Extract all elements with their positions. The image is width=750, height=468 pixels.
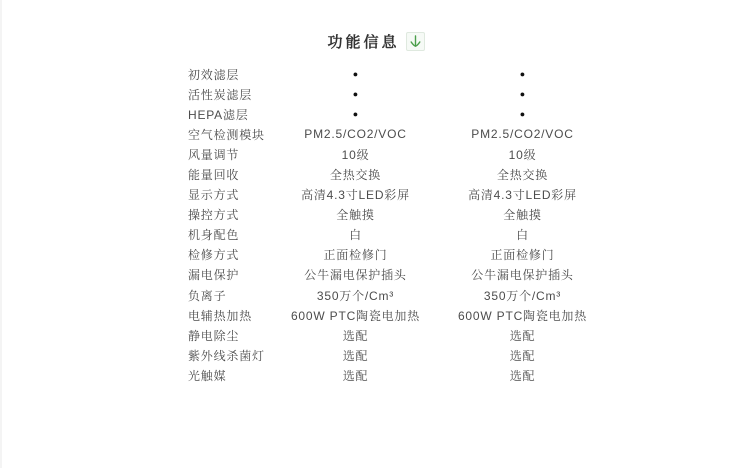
row-label: 紫外线杀菌灯 bbox=[188, 348, 265, 363]
collapse-section-button[interactable] bbox=[406, 32, 425, 51]
table-row bbox=[2, 144, 750, 164]
row-value-col1: 白 bbox=[349, 228, 362, 243]
table-row bbox=[2, 345, 750, 365]
row-value-col2: 选配 bbox=[509, 348, 536, 363]
row-value-col1: ● bbox=[352, 89, 359, 100]
row-value-col2: ● bbox=[519, 89, 526, 100]
table-row bbox=[2, 305, 750, 325]
row-label: 风量调节 bbox=[188, 147, 240, 162]
row-value-col1: 350万个/Cm³ bbox=[316, 288, 395, 303]
row-label: 活性炭滤层 bbox=[188, 87, 253, 102]
row-value-col2: 选配 bbox=[509, 328, 536, 343]
row-value-col1: 正面检修门 bbox=[323, 248, 388, 263]
section-header bbox=[2, 30, 750, 52]
row-value-col2: 全热交换 bbox=[496, 168, 549, 183]
row-label: 显示方式 bbox=[188, 188, 240, 203]
row-value-col1: 选配 bbox=[342, 328, 369, 343]
row-label: 初效滤层 bbox=[188, 67, 240, 82]
row-value-col1: 600W PTC陶瓷电加热 bbox=[290, 308, 421, 323]
table-row bbox=[2, 84, 750, 104]
table-row bbox=[2, 325, 750, 345]
row-value-col2: ● bbox=[519, 69, 526, 80]
row-value-col1: 全触摸 bbox=[336, 208, 375, 223]
row-value-col1: 全热交换 bbox=[329, 168, 382, 183]
row-value-col1: 公牛漏电保护插头 bbox=[304, 268, 407, 283]
table-row bbox=[2, 124, 750, 144]
row-label: 机身配色 bbox=[188, 228, 240, 243]
spec-table bbox=[2, 64, 750, 386]
row-value-col1: ● bbox=[352, 109, 359, 120]
row-value-col1: 10级 bbox=[341, 147, 370, 162]
table-row bbox=[2, 205, 750, 225]
row-value-col2: 全触摸 bbox=[503, 208, 542, 223]
section-title: 功能信息 bbox=[327, 33, 400, 51]
row-value-col2: PM2.5/CO2/VOC bbox=[471, 127, 574, 142]
row-value-col2: 高清4.3寸LED彩屏 bbox=[468, 188, 577, 203]
table-row bbox=[2, 245, 750, 265]
row-label: 电辅热加热 bbox=[188, 308, 253, 323]
table-row bbox=[2, 365, 750, 385]
table-row bbox=[2, 164, 750, 184]
row-value-col2: 选配 bbox=[509, 368, 536, 383]
row-label: 静电除尘 bbox=[188, 328, 240, 343]
row-label: HEPA滤层 bbox=[188, 107, 249, 122]
row-value-col2: 350万个/Cm³ bbox=[483, 288, 562, 303]
row-label: 操控方式 bbox=[188, 208, 240, 223]
row-label: 能量回收 bbox=[188, 168, 240, 183]
row-label: 光触媒 bbox=[188, 368, 227, 383]
row-value-col2: 10级 bbox=[508, 147, 537, 162]
row-label: 检修方式 bbox=[188, 248, 240, 263]
row-value-col2: 白 bbox=[516, 228, 529, 243]
row-label: 漏电保护 bbox=[188, 268, 240, 283]
table-row bbox=[2, 265, 750, 285]
table-row bbox=[2, 64, 750, 84]
row-value-col2: 公牛漏电保护插头 bbox=[471, 268, 574, 283]
table-row bbox=[2, 285, 750, 305]
row-value-col2: ● bbox=[519, 109, 526, 120]
row-value-col1: ● bbox=[352, 69, 359, 80]
row-value-col1: PM2.5/CO2/VOC bbox=[304, 127, 407, 142]
table-row bbox=[2, 104, 750, 124]
table-row bbox=[2, 185, 750, 205]
table-row bbox=[2, 225, 750, 245]
row-label: 负离子 bbox=[188, 288, 227, 303]
row-value-col2: 正面检修门 bbox=[490, 248, 555, 263]
row-value-col1: 选配 bbox=[342, 368, 369, 383]
down-arrow-icon bbox=[409, 35, 422, 48]
row-value-col1: 高清4.3寸LED彩屏 bbox=[301, 188, 410, 203]
row-value-col1: 选配 bbox=[342, 348, 369, 363]
row-value-col2: 600W PTC陶瓷电加热 bbox=[457, 308, 588, 323]
row-label: 空气检测模块 bbox=[188, 127, 265, 142]
